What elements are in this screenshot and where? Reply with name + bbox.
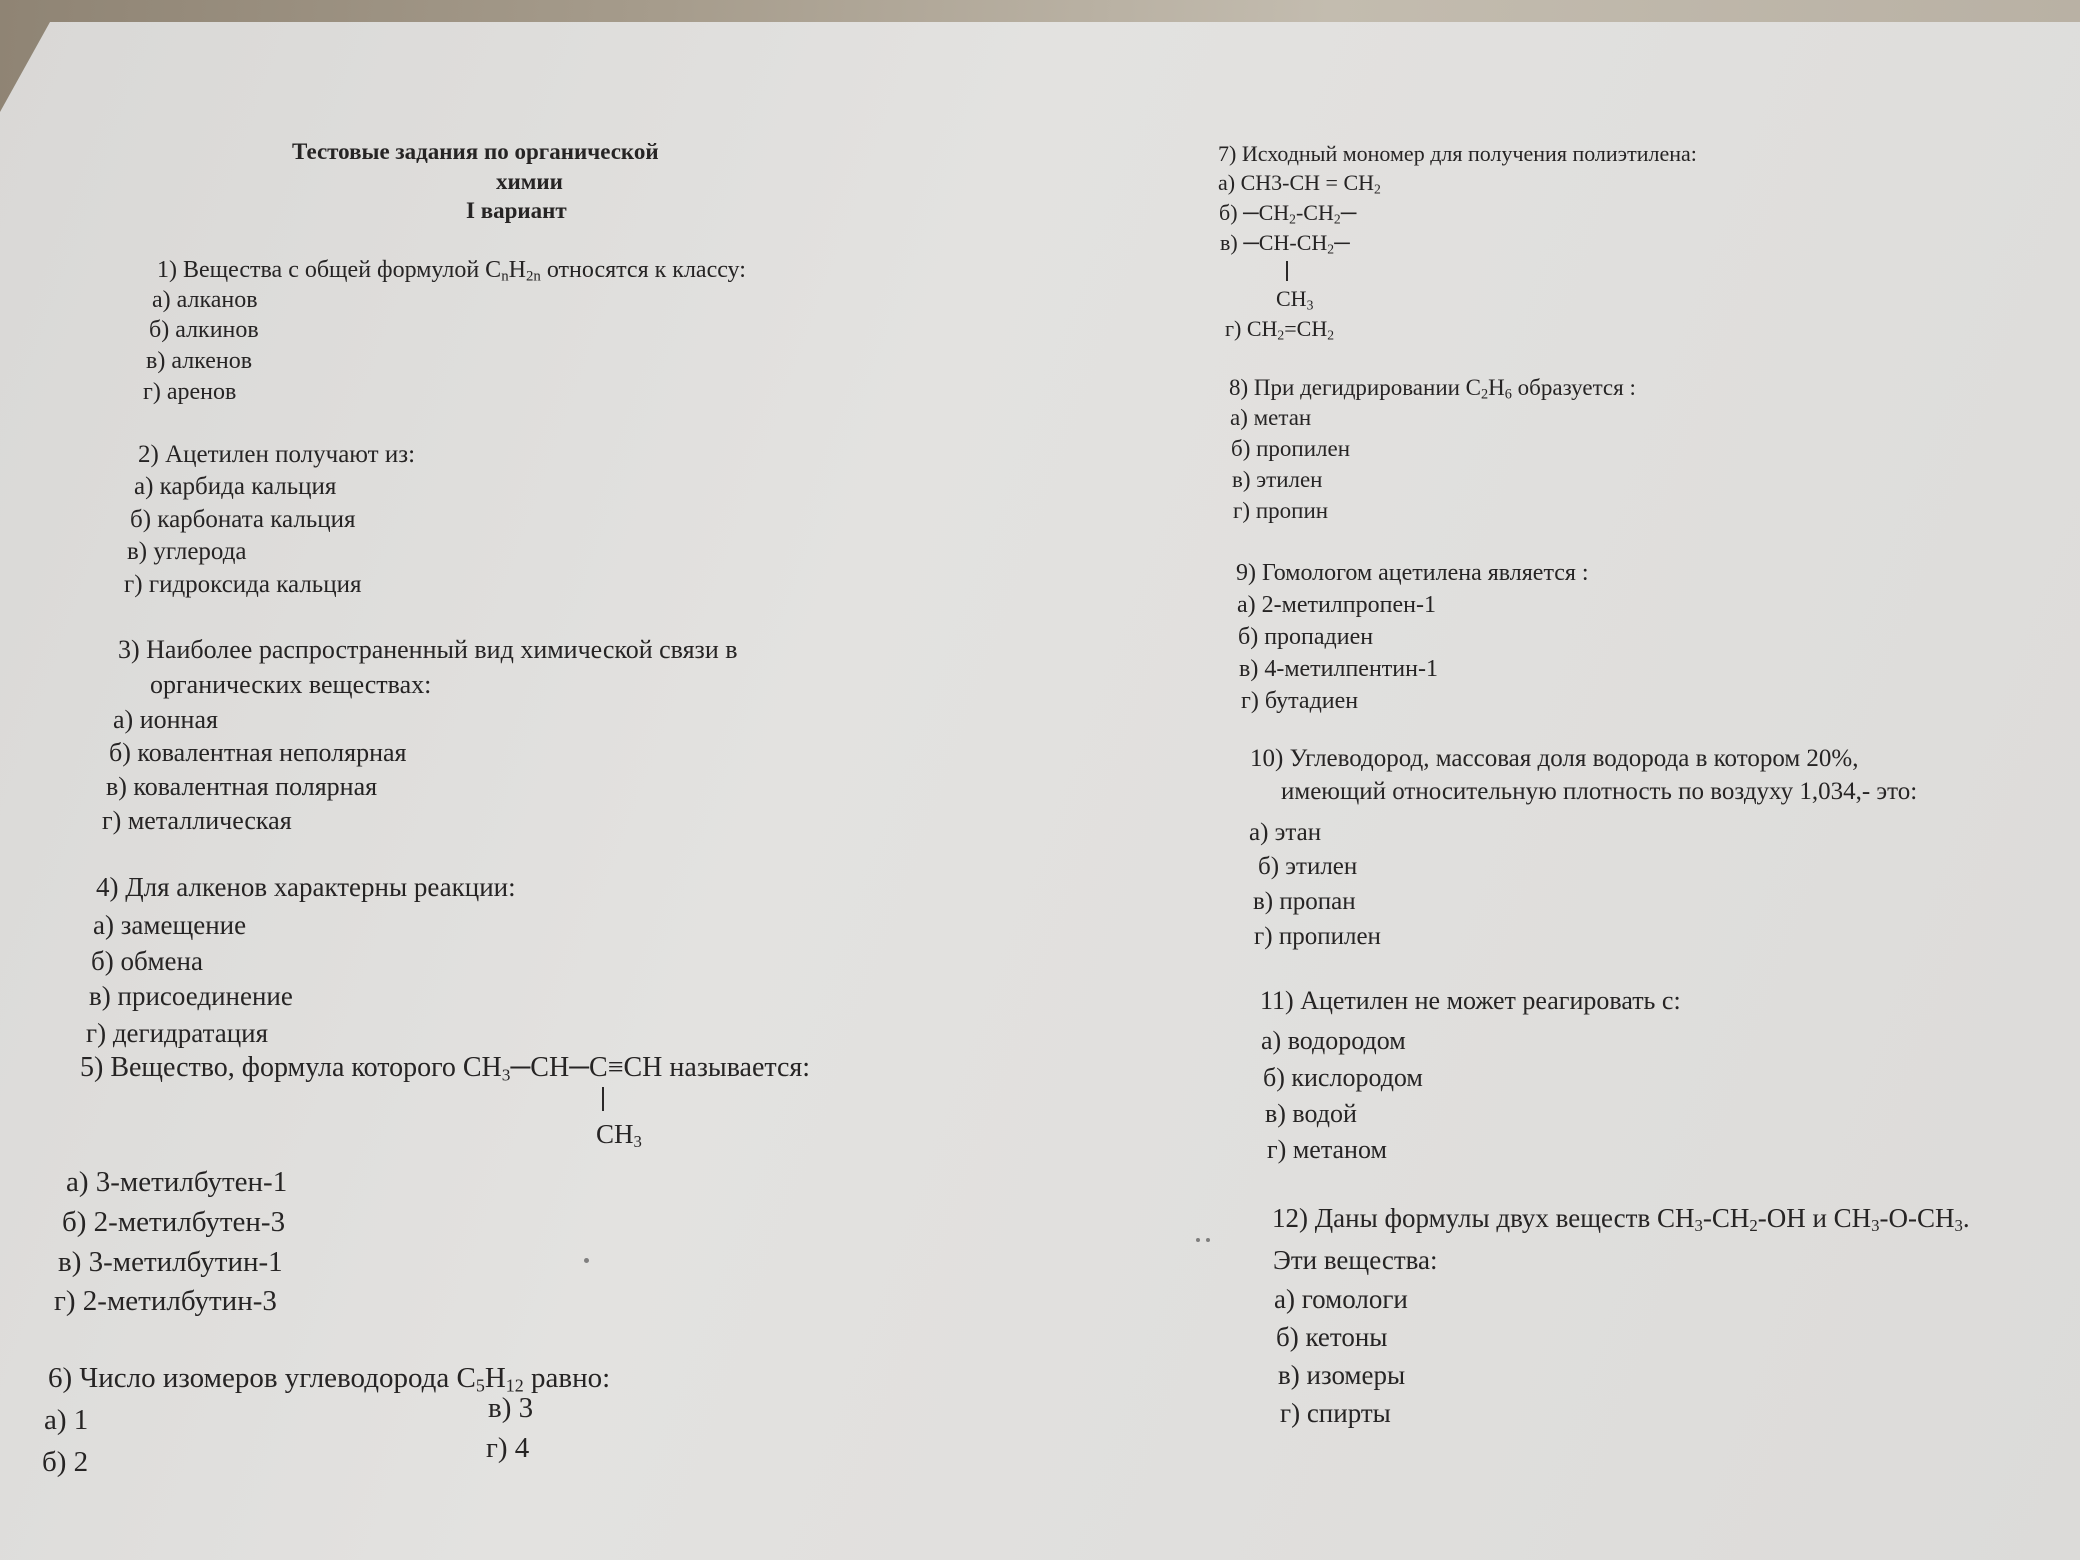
q8-question: 8) При дегидрировании $С_2Н_6$ образуется : (1229, 375, 1636, 403)
q7-option-c: в) $─СН-СН_2─$ (1220, 230, 1350, 257)
q1-option-c: в) алкенов (146, 348, 253, 374)
q7-option-d: г) $СН_2=СН_2$ (1225, 316, 1335, 343)
q8-option-b: б) пропилен (1231, 436, 1351, 461)
q11-option-c: в) водой (1265, 1099, 1357, 1128)
q5-option-b: б) 2-метилбутен-3 (62, 1206, 286, 1238)
q6-option-b: б) 2 (42, 1446, 89, 1478)
q2-option-b: б) карбоната кальция (130, 506, 356, 533)
q10-option-a: а) этан (1249, 819, 1322, 846)
q9-option-c: в) 4-метилпентин-1 (1239, 656, 1438, 682)
q3-option-d: г) металлическая (102, 806, 292, 835)
q11-question: 11) Ацетилен не может реагировать с: (1260, 986, 1681, 1015)
q5-question: 5) Вещество, формула которого $СН_3─СН─С\equiv СН$ называется: (80, 1052, 811, 1085)
q2-option-a: а) карбида кальция (134, 473, 337, 500)
q9-option-d: г) бутадиен (1241, 688, 1359, 714)
paper-mark (584, 1258, 589, 1263)
q3-question-line-1: 3) Наиболее распространенный вид химической связи в (118, 635, 738, 664)
q7-branch-bond (1286, 261, 1288, 281)
q4-option-b: б) обмена (91, 946, 203, 976)
q5-option-c: в) 3-метилбутин-1 (58, 1246, 283, 1278)
q7-option-a: а) $СН3-СН = СН_2$ (1218, 170, 1381, 197)
title-line-2: химии (496, 169, 563, 194)
q12-option-d: г) спирты (1280, 1398, 1391, 1428)
q4-option-c: в) присоединение (89, 981, 293, 1011)
q1-option-b: б) алкинов (149, 317, 259, 343)
q2-option-d: г) гидроксида кальция (124, 571, 362, 598)
q6-option-a: а) 1 (44, 1404, 89, 1436)
q5-branch-methyl: $СН_3$ (596, 1119, 642, 1152)
q2-question: 2) Ацетилен получают из: (138, 441, 416, 468)
q5-option-d: г) 2-метилбутин-3 (54, 1285, 277, 1317)
q2-option-c: в) углерода (127, 538, 247, 565)
q7-branch-methyl: $СН_3$ (1276, 286, 1314, 313)
q3-option-c: в) ковалентная полярная (106, 772, 378, 801)
q9-question: 9) Гомологом ацетилена является : (1236, 560, 1589, 586)
q10-option-c: в) пропан (1253, 888, 1356, 915)
q6-option-d: г) 4 (486, 1432, 530, 1464)
q1-option-a: а) алканов (152, 287, 258, 313)
q7-question: 7) Исходный мономер для получения полиэтилена: (1218, 141, 1697, 166)
q8-option-d: г) пропин (1233, 498, 1329, 523)
q12-option-a: а) гомологи (1274, 1284, 1408, 1314)
q5-branch-bond (602, 1087, 604, 1111)
q1-option-d: г) аренов (143, 379, 237, 405)
q3-question-line-2: органических веществах: (150, 670, 432, 699)
q7-option-b: б) $─СН_2-СН_2─$ (1219, 200, 1357, 227)
q12-option-c: в) изомеры (1278, 1360, 1406, 1390)
q6-question: 6) Число изомеров углеводорода $С_5Н_{12}$ равно: (48, 1362, 611, 1396)
paper-mark (1206, 1238, 1210, 1242)
q10-option-d: г) пропилен (1254, 923, 1381, 950)
q10-question-line-1: 10) Углеводород, массовая доля водорода в котором 20%, (1250, 745, 1859, 772)
q3-option-b: б) ковалентная неполярная (109, 738, 407, 767)
paper-mark (1196, 1238, 1200, 1242)
q9-option-b: б) пропадиен (1238, 624, 1374, 650)
q12-option-b: б) кетоны (1276, 1322, 1388, 1352)
q11-option-d: г) метаном (1267, 1135, 1387, 1164)
q4-option-d: г) дегидратация (86, 1018, 269, 1048)
q9-option-a: а) 2-метилпропен-1 (1237, 592, 1436, 618)
q8-option-c: в) этилен (1232, 467, 1323, 492)
q5-option-a: а) 3-метилбутен-1 (66, 1166, 288, 1198)
q10-question-line-2: имеющий относительную плотность по воздуху 1,034,- это: (1281, 778, 1918, 805)
q4-option-a: а) замещение (93, 910, 247, 940)
q6-option-c: в) 3 (488, 1392, 534, 1424)
q1-question: 1) Вещества с общей формулой $С_nН_{2n}$ относятся к классу: (157, 257, 746, 285)
q11-option-a: а) водородом (1261, 1026, 1406, 1055)
q8-option-a: а) метан (1230, 405, 1312, 430)
q3-option-a: а) ионная (113, 705, 218, 734)
q11-option-b: б) кислородом (1263, 1063, 1423, 1092)
q12-question-line-2: Эти вещества: (1273, 1245, 1438, 1275)
q4-question: 4) Для алкенов характерны реакции: (96, 872, 516, 902)
title-line-1: Тестовые задания по органической (292, 139, 659, 164)
variant-label: I вариант (466, 198, 567, 223)
q10-option-b: б) этилен (1258, 853, 1358, 880)
q12-question: 12) Даны формулы двух веществ $СН_3-СН_2-ОН$ и $СН_3-О-СН_3$. (1272, 1203, 1970, 1236)
